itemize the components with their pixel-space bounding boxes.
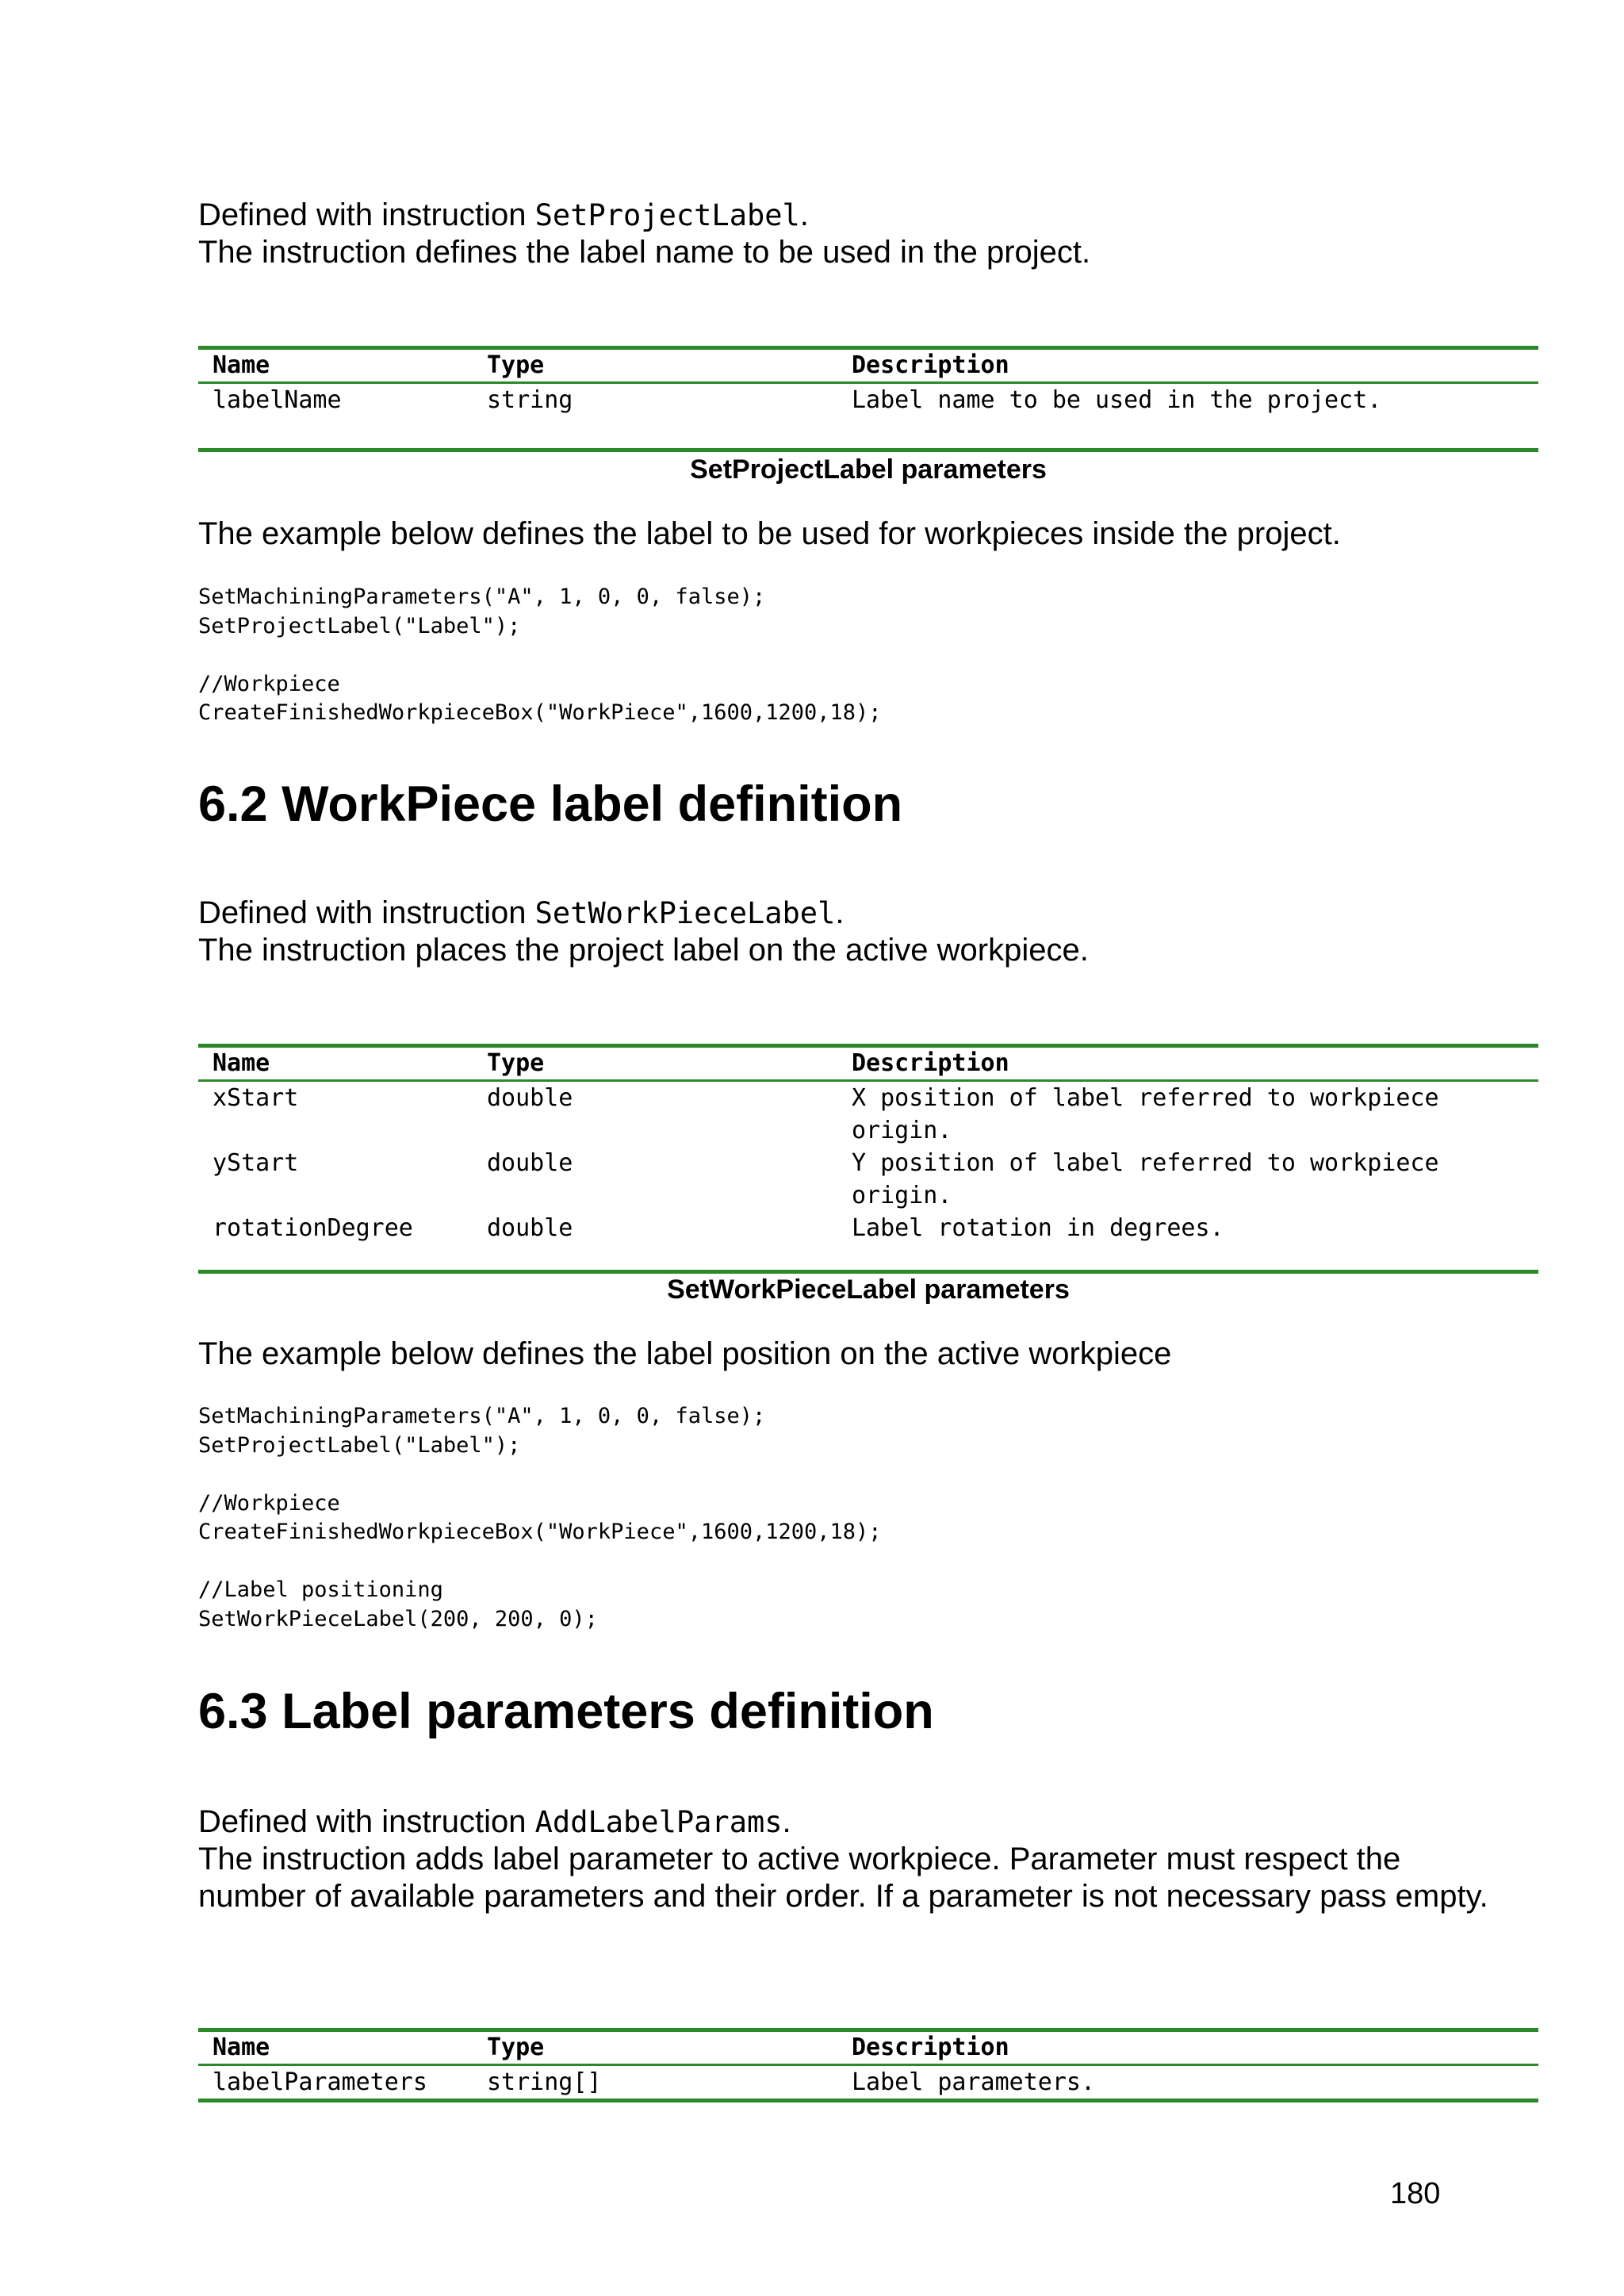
column-header-type: Type xyxy=(487,351,545,379)
param-description: Label rotation in degrees. xyxy=(852,1214,1224,1242)
column-header-name: Name xyxy=(213,1049,270,1077)
section2-description: The instruction places the project label on the active workpiece. xyxy=(198,933,1089,968)
table-row xyxy=(198,384,1538,452)
section2-example-intro: The example below defines the label position on the active workpiece xyxy=(198,1336,1172,1371)
table-header-row xyxy=(198,1048,1538,1082)
column-header-name: Name xyxy=(213,2033,270,2061)
section3-heading: 6.3 Label parameters definition xyxy=(198,1684,934,1739)
column-header-description: Description xyxy=(852,2033,1009,2061)
param-description: Label name to be used in the project. xyxy=(852,386,1382,414)
param-name: yStart xyxy=(213,1149,299,1177)
param-type: string xyxy=(487,386,573,414)
setworkpiecelabel-parameters-table xyxy=(198,1044,1538,1274)
param-name: labelName xyxy=(213,386,342,414)
table-row xyxy=(198,1082,1538,1147)
section2-heading: 6.2 WorkPiece label definition xyxy=(198,776,903,832)
param-type: string[] xyxy=(487,2068,602,2096)
section1-code-sample: SetMachiningParameters("A", 1, 0, 0, false); SetProjectLabel("Label"); //Workpiece CreateFinishedWorkpieceBox("WorkPiece",1600,1200,18); xyxy=(198,585,882,725)
table-caption: SetProjectLabel parameters xyxy=(690,454,1047,485)
column-header-description: Description xyxy=(852,1049,1009,1077)
param-description: Y position of label referred to workpiece origin. xyxy=(852,1149,1439,1209)
table-row xyxy=(198,1212,1538,1274)
column-header-type: Type xyxy=(487,2033,545,2061)
section1-description: The instruction defines the label name to be used in the project. xyxy=(198,235,1091,270)
instruction-name: SetWorkPieceLabel xyxy=(534,896,836,930)
intro-suffix: . xyxy=(782,1804,791,1839)
instruction-name: AddLabelParams xyxy=(534,1805,783,1839)
section3-description: The instruction adds label parameter to active workpiece. Parameter must respect the number of available parameters and their order. If a parameter is not necessary pass empty. xyxy=(198,1842,1488,1914)
section2-code-sample: SetMachiningParameters("A", 1, 0, 0, false); SetProjectLabel("Label"); //Workpiece CreateFinishedWorkpieceBox("WorkPiece",1600,1200,18); //Label positioning SetWorkPieceLabel(200, 200, 0); xyxy=(198,1404,882,1631)
intro-suffix: . xyxy=(799,197,809,232)
page-number: 180 xyxy=(1390,2177,1441,2210)
param-name: xStart xyxy=(213,1084,299,1112)
intro-suffix: . xyxy=(835,895,845,930)
param-type: double xyxy=(487,1084,573,1112)
column-header-description: Description xyxy=(852,351,1009,379)
param-description: X position of label referred to workpiece origin. xyxy=(852,1084,1439,1144)
param-name: rotationDegree xyxy=(213,1214,413,1242)
param-type: double xyxy=(487,1149,573,1177)
section1-intro xyxy=(198,197,1090,271)
intro-text: Defined with instruction xyxy=(198,1804,535,1839)
column-header-name: Name xyxy=(213,351,270,379)
intro-text: Defined with instruction xyxy=(198,197,535,232)
param-description: Label parameters. xyxy=(852,2068,1096,2096)
table-header-row xyxy=(198,2032,1538,2066)
param-type: double xyxy=(487,1214,573,1242)
table-header-row xyxy=(198,350,1538,384)
intro-text: Defined with instruction xyxy=(198,895,535,930)
table-row xyxy=(198,1147,1538,1212)
instruction-name: SetProjectLabel xyxy=(534,198,800,232)
table-caption: SetWorkPieceLabel parameters xyxy=(667,1274,1070,1305)
section1-example-intro: The example below defines the label to be used for workpieces inside the project. xyxy=(198,516,1341,551)
section2-intro xyxy=(198,895,1089,969)
setprojectlabel-parameters-table xyxy=(198,346,1538,452)
column-header-type: Type xyxy=(487,1049,545,1077)
section3-intro xyxy=(198,1803,1538,1915)
param-name: labelParameters xyxy=(213,2068,427,2096)
table-row xyxy=(198,2066,1538,2102)
addlabelparams-parameters-table xyxy=(198,2028,1538,2102)
